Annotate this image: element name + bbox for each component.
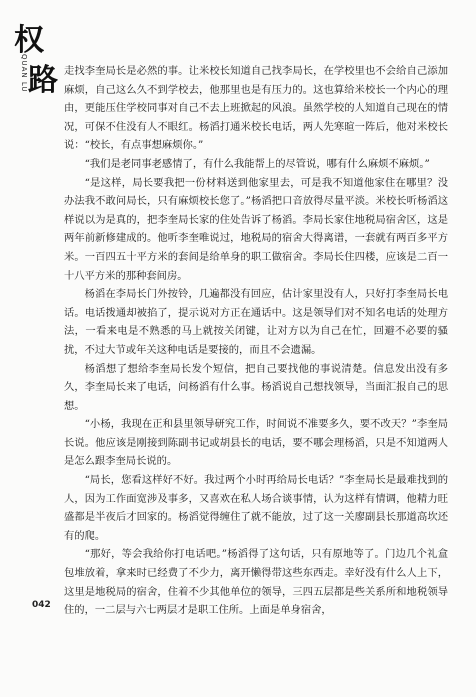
logo-character: 权 <box>14 23 44 58</box>
paragraph: “那好，等会我给你打电话吧。”杨滔得了这句话，只有原地等了。门边几个礼盒包堆放着，拿来时已经费了不少力，离开懒得带这些东西走。幸好没有什么人上下，这里是地税局的宿舍，住着不少其他单位的领导，三四五层都是些关系所和地税领导住的，一二层与六七两层才是职工住所。上面是单身宿舍， <box>64 548 448 617</box>
paragraph: “局长，您看这样好不好。我过两个小时再给局长电话？”李奎局长是最难找到的人，因为工作面宽涉及事多，又喜欢在私人场合谈事情，认为这样有情调，他精力旺盛都是半夜后才回家的。杨滔觉得缠住了就不能放，过了这一关廖副县长那道高坎还有的爬。 <box>64 474 448 542</box>
paragraph: 杨滔在李局长门外按铃，几遍都没有回应，估计家里没有人，只好打李奎局长电话。电话拨通却被掐了，提示说对方正在通话中。这是领导们对不知名电话的处理方法，一看来电是不熟悉的马上就按关闭键，让对方以为自己在忙，回避不必要的骚扰，不过大节或年关这种电话是要接的，而且不会遗漏。 <box>64 288 448 356</box>
paragraph: “小杨，我现在正和县里领导研究工作，时间说不准要多久，要不改天？”李奎局长说。他应该是刚接到陈副书记或胡县长的电话，要不哪会理杨滔，只是不知道两人是怎么跟李奎局长说的。 <box>64 418 448 468</box>
body-text <box>64 62 448 620</box>
logo-character: 路 <box>28 63 58 98</box>
paragraph: “是这样，局长要我把一份材料送到他家里去，可是我不知道他家住在哪里？没办法我不敢问局长，只有麻烦校长您了。”杨滔把口音放得尽量平淡。米校长听杨滔这样说以为是真的，把李奎局长家的住处告诉了杨滔。李局长家住地税局宿舍区，这是两年前新修建成的。他听李奎唯说过，地税局的宿舍大得离谱，一套就有两百多平方米。一百四五十平方米的套间是给单身的职工做宿舍。李局长住四楼，应该是二百一十八平方米的那种套间房。 <box>64 176 448 282</box>
book-title-logo <box>14 24 64 134</box>
paragraph: 走找李奎局长是必然的事。让米校长知道自己找李局长，在学校里也不会给自己添加麻烦，自己这么久不到学校去，他那里也是有压力的。这也算给米校长一个内心的理由，更能压住学校同事对自己不去上班掀起的风浪。虽然学校的人知道自己现在的情况，可保不住没有人不眼红。杨滔打通米校长电话，两人先寒暄一阵后，他对米校长说：“校长，有点事想麻烦你。” <box>64 65 448 152</box>
logo-pinyin: QUAN LU <box>20 54 28 93</box>
paragraph: 杨滔想了想给李奎局长发个短信，把自己要找他的事说清楚。信息发出没有多久，李奎局长来了电话，问杨滔有什么事。杨滔说自己想找领导，当面汇报自己的思想。 <box>64 362 448 412</box>
paragraph: “我们是老同事老感情了，有什么我能帮上的尽管说，哪有什么麻烦不麻烦。” <box>84 157 430 170</box>
page-number: 042 <box>32 600 51 610</box>
